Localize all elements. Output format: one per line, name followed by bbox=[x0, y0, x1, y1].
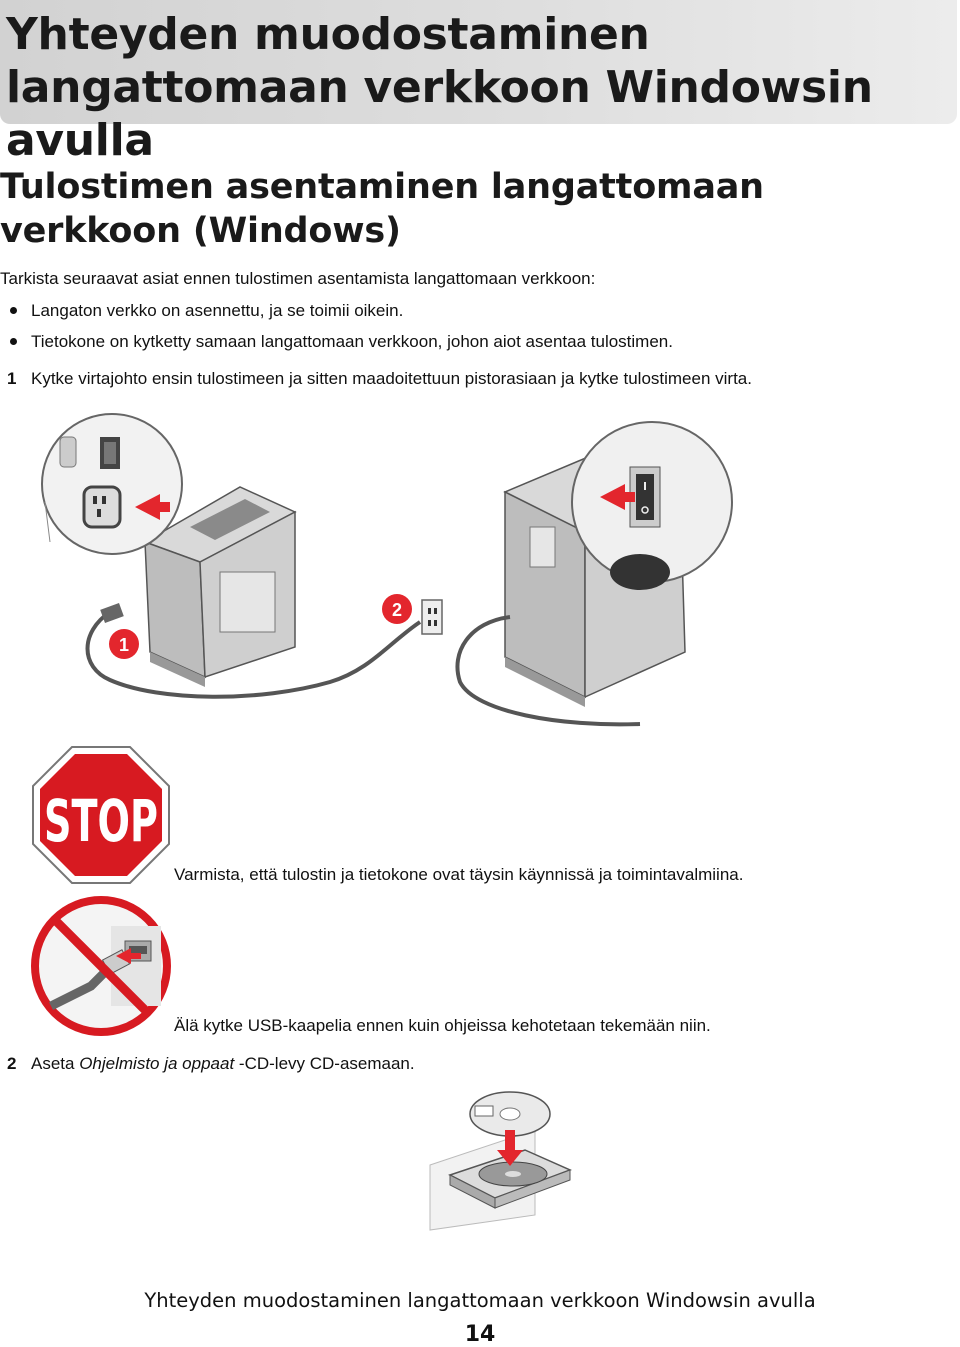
bullet-icon bbox=[10, 307, 17, 314]
intro-text: Tarkista seuraavat asiat ennen tulostimen asentamista langattomaan verkkoon: bbox=[0, 269, 596, 288]
step-text-emphasis: Ohjelmisto ja oppaat bbox=[79, 1054, 235, 1073]
title-band bbox=[0, 0, 957, 166]
stop-sign-text: STOP bbox=[44, 787, 158, 855]
callout-label: 1 bbox=[118, 635, 130, 655]
step-text-suffix: -CD-levy CD-asemaan. bbox=[234, 1054, 415, 1073]
check-item: Tietokone on kytketty samaan langattomaan verkkoon, johon aiot asentaa tulostimen. bbox=[31, 332, 673, 351]
cd-drive-icon bbox=[425, 1090, 585, 1235]
step-text: Kytke virtajohto ensin tulostimeen ja sitten maadoitettuun pistorasiaan ja kytke tulostimeen virta. bbox=[31, 369, 752, 388]
stop-sign-icon bbox=[31, 745, 171, 885]
callout-label: 2 bbox=[391, 600, 403, 620]
step-number: 2 bbox=[7, 1054, 17, 1073]
step-number: 1 bbox=[7, 369, 17, 388]
bullet-icon bbox=[10, 338, 17, 345]
section-heading: Tulostimen asentaminen langattomaan verkkoon (Windows) bbox=[0, 167, 764, 251]
notice-text: Älä kytke USB-kaapelia ennen kuin ohjeissa kehotetaan tekemään niin. bbox=[174, 1016, 711, 1035]
page-title: Yhteyden muodostaminen langattomaan verkkoon Windowsin avulla bbox=[6, 9, 873, 166]
no-usb-icon bbox=[31, 896, 171, 1036]
footer-title: Yhteyden muodostaminen langattomaan verkkoon Windowsin avulla bbox=[144, 1289, 816, 1312]
page-number: 14 bbox=[464, 1322, 496, 1347]
step-text-prefix: Aseta bbox=[31, 1054, 80, 1073]
notice-text: Varmista, että tulostin ja tietokone ovat täysin käynnissä ja toimintavalmiina. bbox=[174, 865, 744, 884]
callout-1 bbox=[109, 629, 139, 659]
printer-power-illustration bbox=[40, 412, 740, 742]
power-socket-icon bbox=[42, 414, 182, 554]
wall-outlet-icon bbox=[422, 600, 442, 634]
check-item: Langaton verkko on asennettu, ja se toimii oikein. bbox=[31, 301, 404, 320]
step-text bbox=[31, 1053, 415, 1075]
callout-2 bbox=[382, 594, 412, 624]
